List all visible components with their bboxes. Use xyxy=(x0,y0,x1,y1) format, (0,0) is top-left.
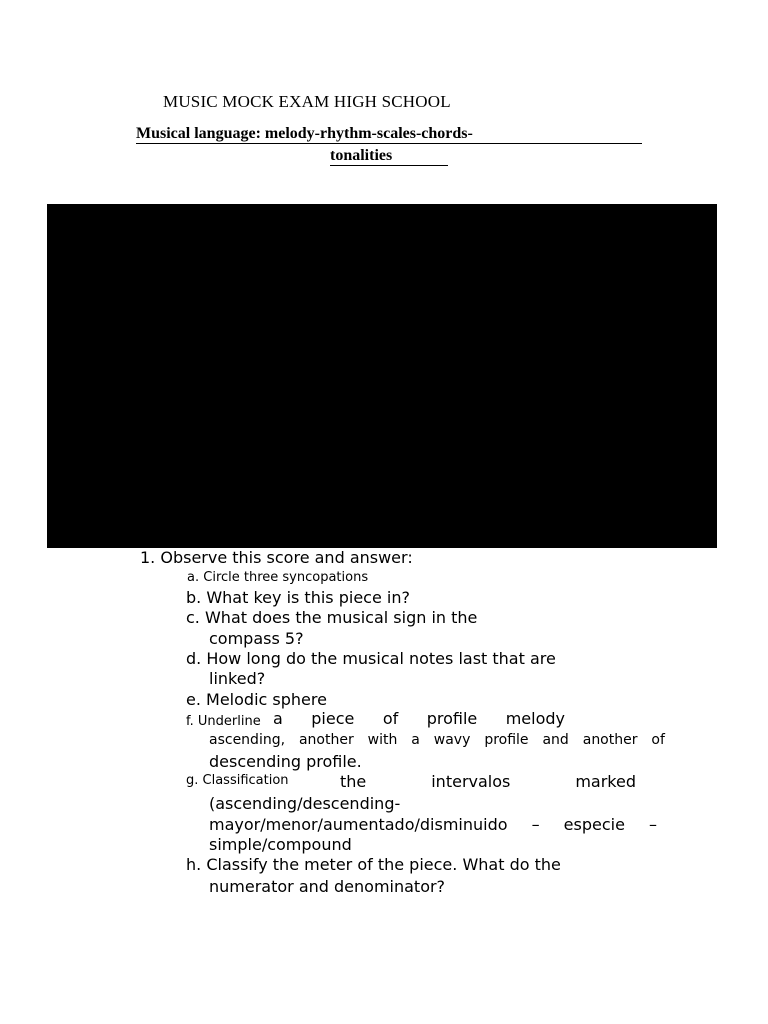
item-a-text: Circle three syncopations xyxy=(203,570,369,585)
exercise-prompt-text: Observe this score and answer: xyxy=(160,548,413,567)
item-f-line-3: descending profile. xyxy=(209,752,362,771)
item-g-word: – xyxy=(648,815,657,834)
item-f-word: profile xyxy=(484,732,529,748)
item-f-line-2 xyxy=(209,730,665,750)
item-f-word: another xyxy=(298,732,354,748)
item-g-letter: g. xyxy=(186,773,199,788)
item-f-letter: f. xyxy=(186,714,194,729)
item-e xyxy=(186,690,327,710)
item-h-line-2: numerator and denominator? xyxy=(209,877,446,896)
subtitle-line-1: Musical language: melody-rhythm-scales-chords- xyxy=(136,125,473,142)
item-g-word: especie xyxy=(563,815,625,834)
item-g-line-4: simple/compound xyxy=(209,835,352,854)
score-image-redacted xyxy=(47,204,717,548)
subtitle-underline-1 xyxy=(136,143,642,144)
item-f-word: ascending, xyxy=(209,732,286,748)
item-g-line-3 xyxy=(209,815,657,835)
exercise-prompt xyxy=(140,548,413,568)
item-c-letter: c. xyxy=(186,608,200,627)
item-f-word: of xyxy=(382,709,399,728)
item-c-text-1: What does the musical sign in the xyxy=(204,608,478,627)
item-e-text: Melodic sphere xyxy=(206,690,327,709)
item-f-line-1 xyxy=(273,709,565,729)
item-f-word: a xyxy=(273,709,283,728)
item-f-prefix xyxy=(186,712,261,732)
subtitle-line-2: tonalities xyxy=(330,147,393,164)
item-a-letter: a. xyxy=(187,570,200,585)
item-g-line-1 xyxy=(340,772,636,792)
item-f-word: piece xyxy=(311,709,355,728)
item-a xyxy=(187,568,368,588)
page-title: MUSIC MOCK EXAM HIGH SCHOOL xyxy=(163,92,451,111)
item-b-letter: b. xyxy=(186,588,202,607)
item-h-line-1 xyxy=(186,855,561,875)
item-g-word: marked xyxy=(575,772,636,791)
item-f-word-1: Underline xyxy=(197,714,261,729)
item-f-word: melody xyxy=(505,709,565,728)
item-f-word: a xyxy=(411,732,420,748)
item-b xyxy=(186,588,410,608)
item-g-prefix xyxy=(186,771,289,791)
item-h-letter: h. xyxy=(186,855,202,874)
item-f-word: and xyxy=(542,732,569,748)
item-d-letter: d. xyxy=(186,649,202,668)
item-h-text-1: Classify the meter of the piece. What do the xyxy=(206,855,561,874)
item-d-line-1 xyxy=(186,649,556,669)
item-g-word-1: Classification xyxy=(202,773,289,788)
item-f-word: profile xyxy=(426,709,478,728)
item-f-word: with xyxy=(367,732,398,748)
item-f-word: another xyxy=(582,732,638,748)
item-f-word: wavy xyxy=(433,732,471,748)
exercise-number: 1. xyxy=(140,548,156,567)
subtitle-underline-2 xyxy=(330,165,448,166)
item-g-word: intervalos xyxy=(431,772,511,791)
item-d-line-2: linked? xyxy=(209,669,266,688)
item-g-word: – xyxy=(531,815,540,834)
item-e-letter: e. xyxy=(186,690,201,709)
item-b-text: What key is this piece in? xyxy=(206,588,410,607)
item-c-line-1 xyxy=(186,608,477,628)
item-d-text-1: How long do the musical notes last that are xyxy=(206,649,556,668)
item-g-word: the xyxy=(340,772,367,791)
item-g-word: mayor/menor/aumentado/disminuido xyxy=(209,815,508,834)
item-g-line-2: (ascending/descending- xyxy=(209,794,401,813)
item-f-word: of xyxy=(651,732,665,748)
item-c-line-2: compass 5? xyxy=(209,629,304,648)
